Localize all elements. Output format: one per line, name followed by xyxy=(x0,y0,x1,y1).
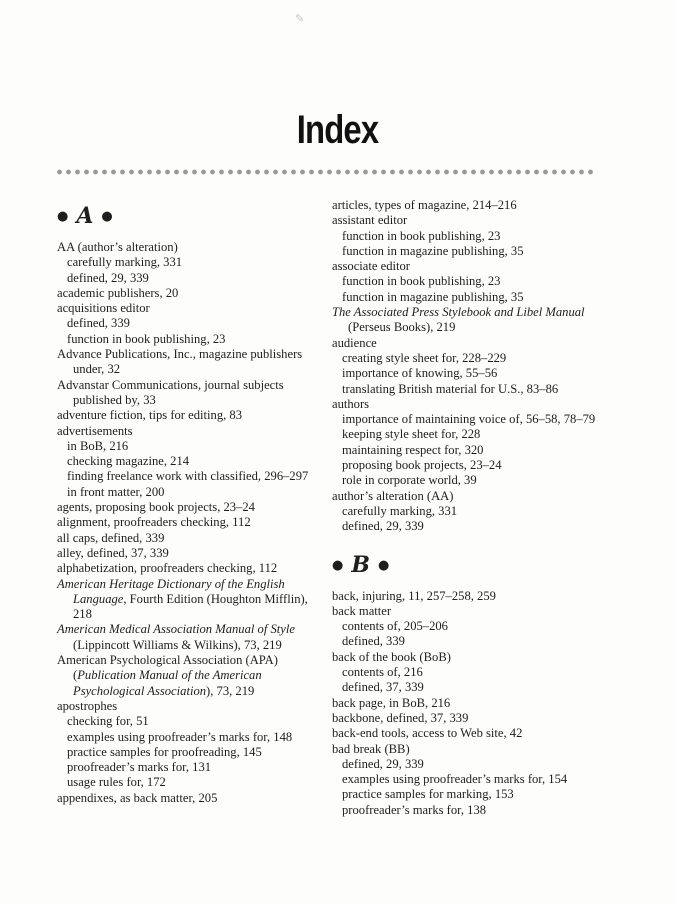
entry-text: back, injuring, 11, 257–258, 259 xyxy=(332,588,496,603)
index-subentry xyxy=(332,619,622,634)
index-entry xyxy=(57,408,327,423)
entry-text: author’s alteration (AA) xyxy=(332,488,454,503)
entry-text: advertisements xyxy=(57,423,133,438)
entry-text: creating style sheet for, 228–229 xyxy=(342,350,507,365)
entry-text: (Perseus Books), 219 xyxy=(348,320,456,335)
entry-text: Advance Publications, Inc., magazine publishers under, 32 xyxy=(57,347,303,377)
index-entry xyxy=(57,240,327,255)
entry-text: usage rules for, 172 xyxy=(67,775,166,790)
index-subentry xyxy=(332,504,622,519)
entry-text: role in corporate world, 39 xyxy=(342,473,477,488)
page-title: Index xyxy=(296,108,379,152)
index-subentry xyxy=(332,427,622,442)
section-letter-b xyxy=(332,549,622,583)
index-entry xyxy=(57,653,327,699)
entry-text: proofreader’s marks for, 138 xyxy=(342,802,487,817)
entry-text: finding freelance work with classified, 296–297 xyxy=(67,469,309,484)
index-column-left xyxy=(57,200,327,806)
entry-text: Advanstar Communications, journal subjects published by, 33 xyxy=(57,377,284,407)
index-subentry xyxy=(57,485,327,500)
index-entry xyxy=(57,378,327,409)
bullet-icon: ● xyxy=(101,209,113,225)
index-entry xyxy=(332,589,622,604)
index-subentry xyxy=(57,469,327,484)
entry-text: bad break (BB) xyxy=(332,741,410,756)
index-entry xyxy=(57,546,327,561)
index-entry xyxy=(332,726,622,741)
index-subentry xyxy=(332,757,622,772)
entry-text: Publication Manual of the American Psychological Association xyxy=(73,668,262,698)
index-entry xyxy=(57,622,327,653)
index-subentry xyxy=(57,332,327,347)
index-subentry xyxy=(57,730,327,745)
index-entry xyxy=(332,742,622,757)
bullet-icon: ● xyxy=(377,557,390,573)
entry-text: carefully marking, 331 xyxy=(67,255,183,270)
entry-text: examples using proofreader’s marks for, 154 xyxy=(342,772,568,787)
entry-text: American Psychological Association (APA) ( xyxy=(57,653,278,683)
entry-text: back page, in BoB, 216 xyxy=(332,695,451,710)
entry-text: acquisitions editor xyxy=(57,301,150,316)
entry-text: contents of, 205–206 xyxy=(342,619,448,634)
index-subentry xyxy=(332,443,622,458)
entry-text: assistant editor xyxy=(332,213,408,228)
entry-text: defined, 37, 339 xyxy=(342,680,424,695)
entry-text: defined, 29, 339 xyxy=(342,756,424,771)
entry-text: defined, 29, 339 xyxy=(67,270,149,285)
index-entry xyxy=(57,791,327,806)
entry-text: contents of, 216 xyxy=(342,665,423,680)
entry-text: maintaining respect for, 320 xyxy=(342,442,484,457)
index-subentry xyxy=(332,351,622,366)
index-entry xyxy=(332,198,622,213)
index-entry xyxy=(332,696,622,711)
entry-text: function in magazine publishing, 35 xyxy=(342,243,524,258)
entry-text: keeping style sheet for, 228 xyxy=(342,427,481,442)
entry-text: proposing book projects, 23–24 xyxy=(342,458,502,473)
entry-text: authors xyxy=(332,396,370,411)
index-subentry xyxy=(332,290,622,305)
entry-text: examples using proofreader’s marks for, 148 xyxy=(67,729,293,744)
entry-text: , Fourth Edition (Houghton Mifflin), 218 xyxy=(73,591,308,622)
entry-text: defined, 29, 339 xyxy=(342,519,424,534)
index-subentry xyxy=(57,745,327,760)
index-subentry xyxy=(332,680,622,695)
entry-text: associate editor xyxy=(332,259,410,274)
entry-text: in front matter, 200 xyxy=(67,484,165,499)
entry-text: back of the book (BoB) xyxy=(332,649,451,664)
dotted-divider xyxy=(55,167,593,177)
entry-text: defined, 339 xyxy=(342,634,405,649)
section-letter-label: A xyxy=(76,203,94,230)
entry-text: practice samples for proofreading, 145 xyxy=(67,744,262,759)
index-entry xyxy=(57,500,327,515)
entry-text: AA (author’s alteration) xyxy=(57,240,178,254)
index-subentry xyxy=(57,714,327,729)
index-subentry xyxy=(332,458,622,473)
entry-text: importance of knowing, 55–56 xyxy=(342,366,498,381)
entry-text: The Associated Press Stylebook and Libel Manual xyxy=(332,305,585,320)
bullet-icon: ● xyxy=(57,209,69,225)
index-entry xyxy=(332,259,622,274)
entry-text: adventure fiction, tips for editing, 83 xyxy=(57,408,243,423)
entry-text: back matter xyxy=(332,603,392,618)
index-subentry xyxy=(332,787,622,802)
index-subentry xyxy=(57,775,327,790)
entry-text: apostrophes xyxy=(57,698,118,713)
index-subentry xyxy=(332,382,622,397)
entry-text: carefully marking, 331 xyxy=(342,503,458,518)
entry-text: alignment, proofreaders checking, 112 xyxy=(57,515,251,530)
index-entry xyxy=(57,286,327,301)
index-entry xyxy=(332,650,622,665)
entry-text: audience xyxy=(332,335,377,350)
section-letter-a xyxy=(57,200,327,234)
index-entry xyxy=(57,577,327,623)
index-subentry xyxy=(332,244,622,259)
index-entry xyxy=(332,604,622,619)
index-subentry xyxy=(57,454,327,469)
index-subentry xyxy=(332,634,622,649)
index-entry xyxy=(57,515,327,530)
entry-text: appendixes, as back matter, 205 xyxy=(57,790,218,805)
index-subentry xyxy=(57,760,327,775)
entry-text: function in book publishing, 23 xyxy=(67,331,226,346)
index-entry xyxy=(57,424,327,439)
entry-text: alley, defined, 37, 339 xyxy=(57,545,169,560)
index-subentry xyxy=(332,366,622,381)
index-subentry xyxy=(332,519,622,534)
index-entry xyxy=(57,561,327,576)
entry-text: checking for, 51 xyxy=(67,714,149,729)
entry-text: American Medical Association Manual of Style xyxy=(57,622,295,637)
index-column-right xyxy=(332,198,622,818)
entry-text: checking magazine, 214 xyxy=(67,454,190,469)
entry-text: in BoB, 216 xyxy=(67,438,129,453)
index-entry xyxy=(332,336,622,351)
entry-text: proofreader’s marks for, 131 xyxy=(67,760,212,775)
index-subentry xyxy=(332,274,622,289)
entry-text: agents, proposing book projects, 23–24 xyxy=(57,500,255,515)
entry-text: alphabetization, proofreaders checking, 112 xyxy=(57,561,278,576)
entry-text: defined, 339 xyxy=(67,316,130,331)
entry-text: (Lippincott Williams & Wilkins), 73, 219 xyxy=(73,637,282,652)
entry-text: importance of maintaining voice of, 56–58, 78–79 xyxy=(342,412,596,427)
entry-text: translating British material for U.S., 83–86 xyxy=(342,381,559,396)
entry-text: function in book publishing, 23 xyxy=(342,228,501,243)
index-subentry xyxy=(57,255,327,270)
index-subentry xyxy=(332,229,622,244)
entry-text: back-end tools, access to Web site, 42 xyxy=(332,726,523,741)
entry-text: practice samples for marking, 153 xyxy=(342,787,514,802)
index-entry xyxy=(332,213,622,228)
index-subentry xyxy=(57,271,327,286)
bullet-icon: ● xyxy=(332,557,344,573)
index-subentry xyxy=(332,772,622,787)
index-entry xyxy=(332,489,622,504)
entry-text: ), 73, 219 xyxy=(206,683,255,698)
index-entry xyxy=(57,347,327,378)
index-entry xyxy=(332,397,622,412)
index-subentry xyxy=(332,412,622,427)
entry-text: function in book publishing, 23 xyxy=(342,274,501,289)
entry-text: function in magazine publishing, 35 xyxy=(342,289,524,304)
page-mark-icon: ✎ xyxy=(295,13,305,25)
entry-text: articles, types of magazine, 214–216 xyxy=(332,198,517,212)
index-subentry xyxy=(332,473,622,488)
index-entry xyxy=(332,305,622,336)
index-entry xyxy=(57,531,327,546)
entry-text: all caps, defined, 339 xyxy=(57,530,165,545)
index-subentry xyxy=(57,439,327,454)
index-entry xyxy=(57,301,327,316)
index-subentry xyxy=(332,803,622,818)
section-letter-label: B xyxy=(351,551,370,578)
index-entry xyxy=(332,711,622,726)
entry-text: backbone, defined, 37, 339 xyxy=(332,710,469,725)
index-subentry xyxy=(57,316,327,331)
index-subentry xyxy=(332,665,622,680)
entry-text: American Heritage Dictionary of the English Language xyxy=(57,576,285,606)
index-entry xyxy=(57,699,327,714)
entry-text: academic publishers, 20 xyxy=(57,285,179,300)
